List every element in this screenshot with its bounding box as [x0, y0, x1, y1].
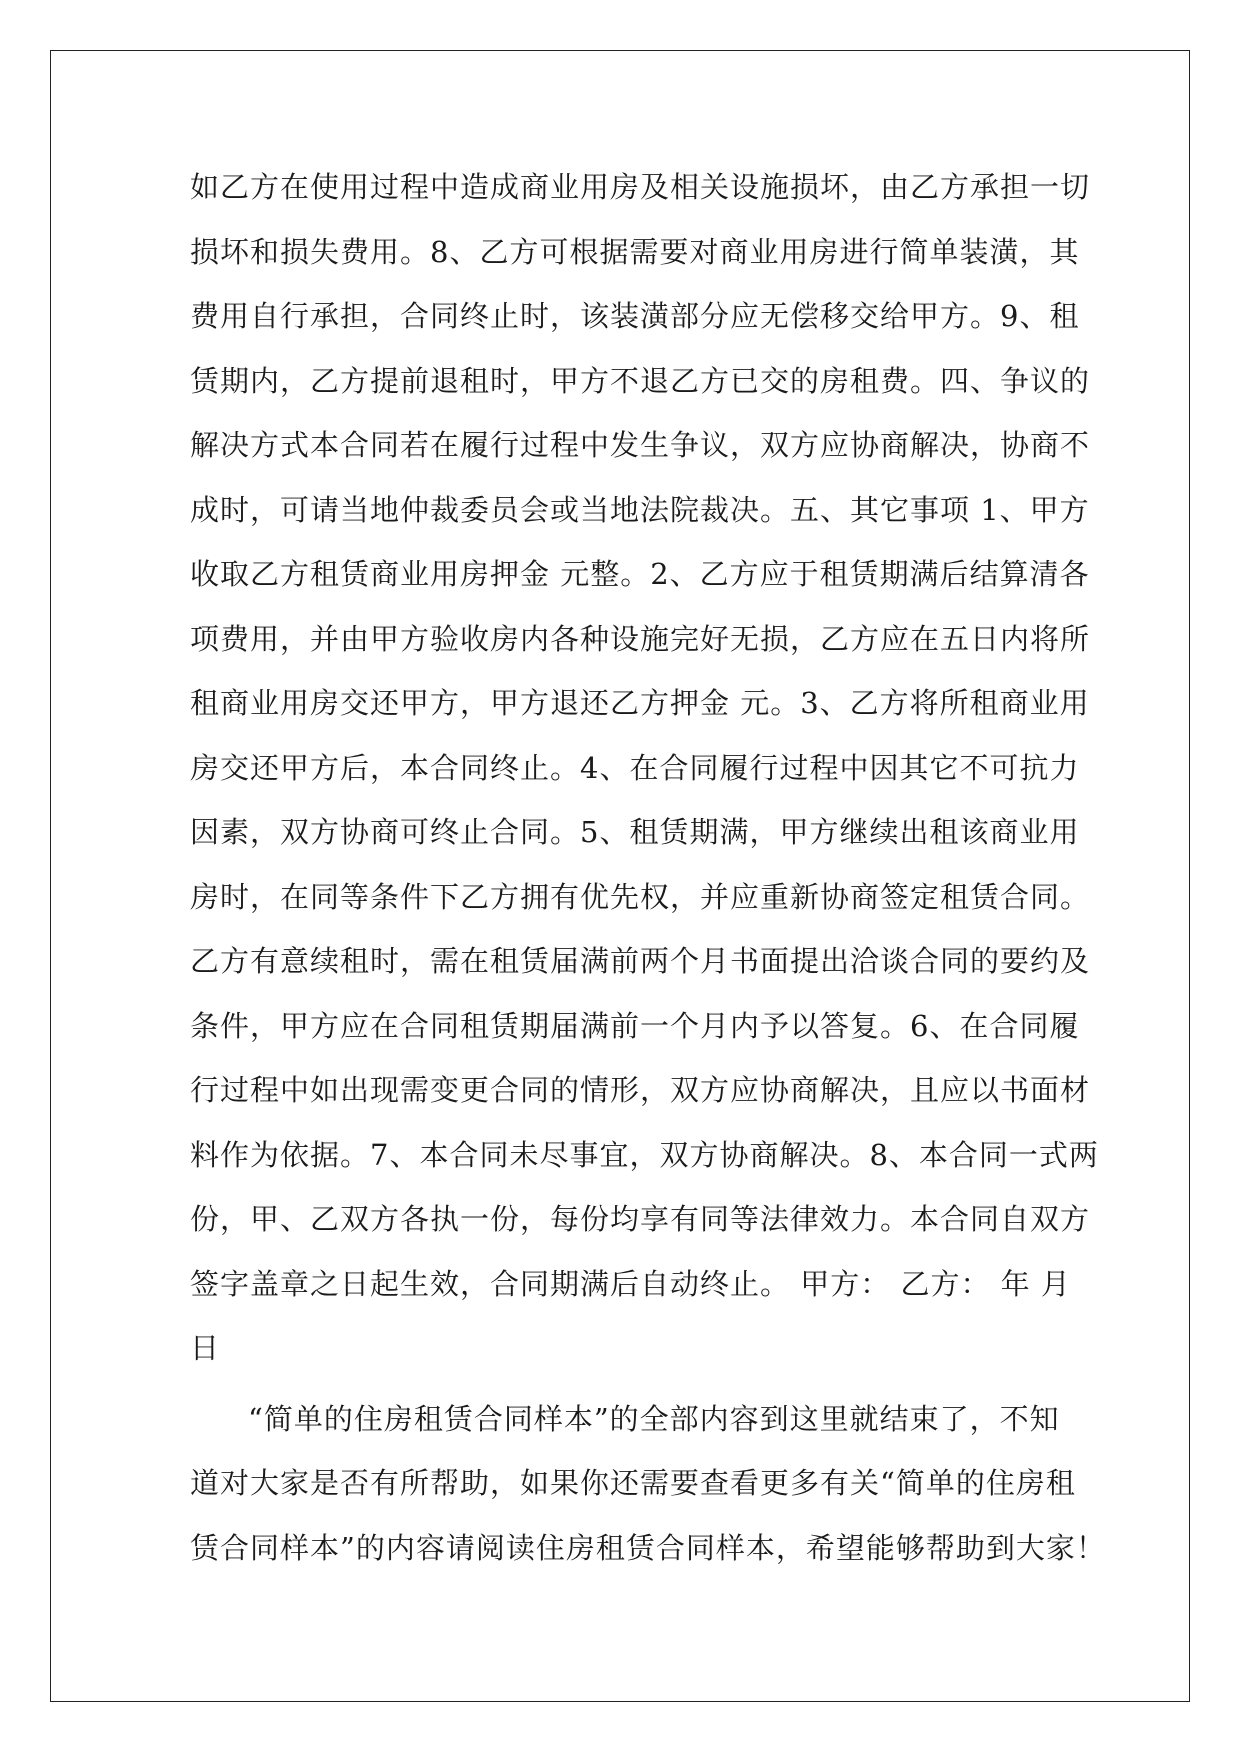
closing-paragraph	[190, 1387, 1106, 1581]
text-line: 料作为依据。7、本合同未尽事宜，双方协商解决。8、本合同一式两	[190, 1137, 1099, 1172]
text-line: 因素，双方协商可终止合同。5、租赁期满，甲方继续出租该商业用	[190, 815, 1080, 849]
text-line: 房时，在同等条件下乙方拥有优先权，并应重新协商签定租赁合同。	[190, 879, 1091, 914]
text-line: 项费用，并由甲方验收房内各种设施完好无损，乙方应在五日内将所	[190, 621, 1091, 656]
text-line: 道对大家是否有所帮助，如果你还需要查看更多有关“简单的住房租	[190, 1466, 1076, 1500]
text-line: 乙方有意续租时，需在租赁届满前两个月书面提出洽谈合同的要约及	[190, 944, 1091, 978]
text-line: 损坏和损失费用。8、乙方可根据需要对商业用房进行简单装潢，其	[190, 234, 1080, 269]
text-line: 收取乙方租赁商业用房押金 元整。2、乙方应于租赁期满后结算清各	[190, 557, 1090, 591]
text-line: 份，甲、乙双方各执一份，每份均享有同等法律效力。本合同自双方	[190, 1202, 1091, 1236]
text-line: 成时，可请当地仲裁委员会或当地法院裁决。五、其它事项 1、甲方	[190, 492, 1090, 527]
text-line: 费用自行承担，合同终止时，该装潢部分应无偿移交给甲方。9、租	[190, 299, 1080, 333]
text-line: 赁合同样本”的内容请阅读住房租赁合同样本，希望能够帮助到大家！	[190, 1530, 1106, 1565]
text-line: 条件，甲方应在合同租赁期届满前一个月内予以答复。6、在合同履	[190, 1008, 1080, 1043]
date-day-line: 日	[190, 1331, 221, 1365]
text-line: 如乙方在使用过程中造成商业用房及相关设施损坏，由乙方承担一切	[190, 170, 1091, 204]
signature-line: 签字盖章之日起生效，合同期满后自动终止。 甲方： 乙方： 年 月	[190, 1266, 1071, 1301]
text-line: 租商业用房交还甲方，甲方退还乙方押金 元。3、乙方将所租商业用	[190, 686, 1090, 720]
contract-terms-paragraph	[190, 155, 1099, 1381]
text-line: 解决方式本合同若在履行过程中发生争议，双方应协商解决，协商不	[190, 428, 1091, 462]
text-line: 房交还甲方后，本合同终止。4、在合同履行过程中因其它不可抗力	[190, 750, 1080, 785]
document-body	[190, 155, 1106, 1580]
text-line: “简单的住房租赁合同样本”的全部内容到这里就结束了，不知	[248, 1401, 1060, 1436]
text-line: 赁期内，乙方提前退租时，甲方不退乙方已交的房租费。四、争议的	[190, 363, 1091, 398]
text-line: 行过程中如出现需变更合同的情形，双方应协商解决，且应以书面材	[190, 1073, 1091, 1107]
